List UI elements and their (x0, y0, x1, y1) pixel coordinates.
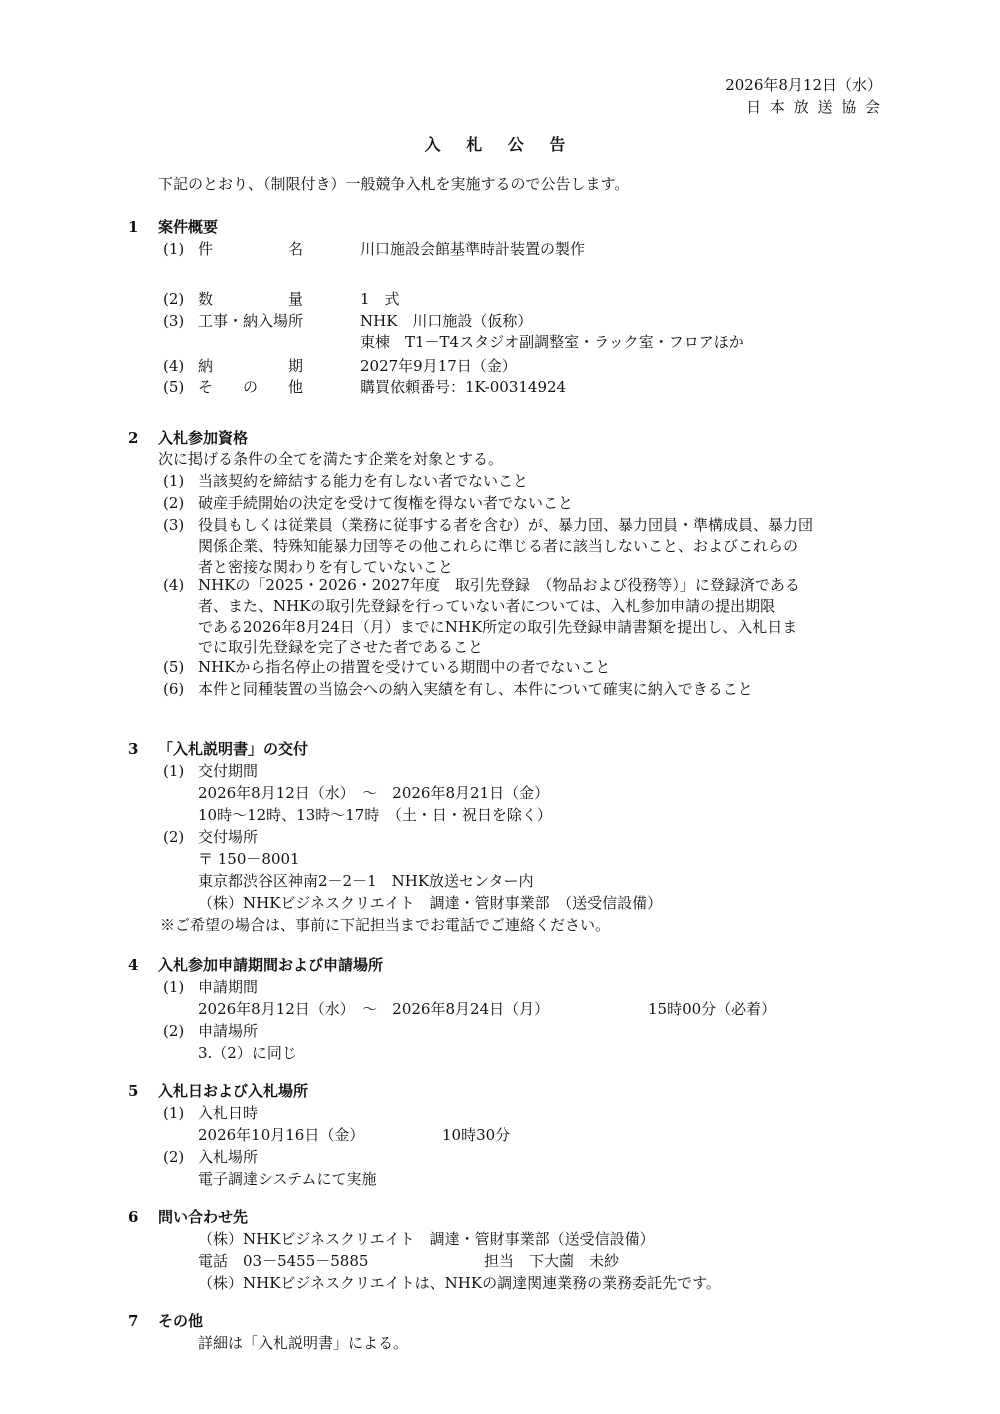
s1-item-label: 工事・納入場所 (198, 312, 304, 330)
s5-item-label: 入札場所 (198, 1148, 259, 1166)
s2-item-text: である2026年8月24日（月）までにNHK所定の取引先登録申請書類を提出し、入札日ま (198, 618, 798, 636)
s1-item-number: (4) (163, 357, 185, 375)
section-1-heading: 案件概要 (158, 218, 219, 236)
s3-item-label: 交付場所 (198, 828, 259, 846)
page-title: 入 札 公 告 (424, 135, 576, 154)
s2-item-text: 本件と同種装置の当協会への納入実績を有し、本件について確実に納入できること (198, 680, 753, 698)
section-3-number: 3 (128, 740, 139, 758)
s1-item-value: 1 式 (360, 290, 400, 308)
s2-item-text: 役員もしくは従業員（業務に従事する者を含む）が、暴力団、暴力団員・準構成員、暴力団 (198, 516, 814, 534)
s5-bid-time: 10時30分 (442, 1126, 511, 1144)
s4-item-number: (1) (163, 978, 185, 996)
s1-item-number: (2) (163, 290, 185, 308)
contact-note: （株）NHKビジネスクリエイトは、NHKの調達関連業務の業務委託先です。 (198, 1274, 721, 1292)
s2-item-number: (5) (163, 658, 185, 676)
section-1-number: 1 (128, 218, 139, 236)
notice-date: 2026年8月12日（水） (725, 76, 882, 94)
contact-person: 担当 下大薗 未紗 (484, 1252, 620, 1270)
section-3-heading: 「入札説明書」の交付 (158, 740, 309, 758)
s2-item-text: でに取引先登録を完了させた者であること (198, 638, 484, 656)
s3-item-number: (1) (163, 762, 185, 780)
s2-item-text: 者と密接な関わりを有していないこと (198, 558, 454, 576)
s1-item-number: (1) (163, 240, 185, 258)
s4-item-label: 申請場所 (198, 1022, 259, 1040)
s5-item-number: (1) (163, 1104, 185, 1122)
s2-item-number: (2) (163, 494, 185, 512)
s1-item-value: 川口施設会館基準時計装置の製作 (360, 240, 586, 258)
s3-item-text: 2026年8月12日（水） ～ 2026年8月21日（金） (198, 784, 550, 802)
s4-deadline: 15時00分（必着） (648, 1000, 777, 1018)
s1-item-label: 数 量 (198, 290, 304, 308)
s4-place: 3.（2）に同じ (198, 1044, 297, 1062)
section-6-number: 6 (128, 1208, 139, 1226)
s2-item-number: (3) (163, 516, 185, 534)
s5-item-label: 入札日時 (198, 1104, 259, 1122)
s1-item-number: (3) (163, 312, 185, 330)
s5-item-number: (2) (163, 1148, 185, 1166)
s1-item-label: 納 期 (198, 357, 304, 375)
section-2-heading: 入札参加資格 (158, 429, 249, 447)
s3-item-text: 10時～12時、13時～17時 （土・日・祝日を除く） (198, 806, 552, 824)
s2-item-text: 者、また、NHKの取引先登録を行っていない者については、入札参加申請の提出期限 (198, 597, 776, 615)
s4-item-number: (2) (163, 1022, 185, 1040)
s2-item-text: 関係企業、特殊知能暴力団等その他これらに準じる者に該当しないこと、およびこれらの (198, 537, 799, 555)
s3-note: ※ご希望の場合は、事前に下記担当までお電話でご連絡ください。 (160, 916, 611, 934)
section-4-heading: 入札参加申請期間および申請場所 (158, 956, 384, 974)
s3-item-number: (2) (163, 828, 185, 846)
section-5-heading: 入札日および入札場所 (158, 1082, 309, 1100)
s1-item-value-line2: 東棟 T1－T4スタジオ副調整室・ラック室・フロアほか (360, 333, 744, 351)
s2-item-text: NHKから指名停止の措置を受けている期間中の者でないこと (198, 658, 611, 676)
s3-item-label: 交付期間 (198, 762, 259, 780)
s2-item-number: (1) (163, 472, 185, 490)
s3-item-text: （株）NHKビジネスクリエイト 調達・管財事業部 （送受信設備） (198, 894, 663, 912)
section-2-lead: 次に掲げる条件の全てを満たす企業を対象とする。 (158, 450, 504, 468)
s2-item-number: (4) (163, 576, 185, 594)
s2-item-text: 破産手続開始の決定を受けて復権を得ない者でないこと (198, 494, 574, 512)
s1-item-value: 購買依頼番号：1K-00314924 (360, 378, 567, 396)
contact-org: （株）NHKビジネスクリエイト 調達・管財事業部（送受信設備） (198, 1230, 655, 1248)
s4-item-label: 申請期間 (198, 978, 259, 996)
section-7-number: 7 (128, 1312, 139, 1330)
s4-period: 2026年8月12日（水） ～ 2026年8月24日（月） (198, 1000, 550, 1018)
s3-item-text: 〒 150－8001 (198, 850, 300, 868)
s2-item-text: NHKの「2025・2026・2027年度 取引先登録 （物品および役務等）」に登録済である (198, 576, 800, 594)
s1-item-value: NHK 川口施設（仮称） (360, 312, 533, 330)
s1-item-label: 件 名 (198, 240, 304, 258)
section-4-number: 4 (128, 956, 139, 974)
section-7-heading: その他 (158, 1312, 204, 1330)
contact-phone: 電話 03－5455－5885 (198, 1252, 369, 1270)
section-6-heading: 問い合わせ先 (158, 1208, 249, 1226)
s5-bid-date: 2026年10月16日（金） (198, 1126, 365, 1144)
s1-item-number: (5) (163, 378, 185, 396)
section-5-number: 5 (128, 1082, 139, 1100)
s1-item-label: そ の 他 (198, 378, 304, 396)
s1-item-value: 2027年9月17日（金） (360, 357, 517, 375)
s3-item-text: 東京都渋谷区神南2－2－1 NHK放送センター内 (198, 872, 534, 890)
intro-text: 下記のとおり、（制限付き）一般競争入札を実施するので公告します。 (158, 175, 630, 193)
s2-item-text: 当該契約を締結する能力を有しない者でないこと (198, 472, 529, 490)
s5-bid-place: 電子調達システムにて実施 (198, 1170, 377, 1188)
s2-item-number: (6) (163, 680, 185, 698)
section-7-body: 詳細は「入札説明書」による。 (198, 1334, 409, 1352)
issuer-name: 日 本 放 送 協 会 (746, 98, 882, 116)
section-2-number: 2 (128, 429, 139, 447)
